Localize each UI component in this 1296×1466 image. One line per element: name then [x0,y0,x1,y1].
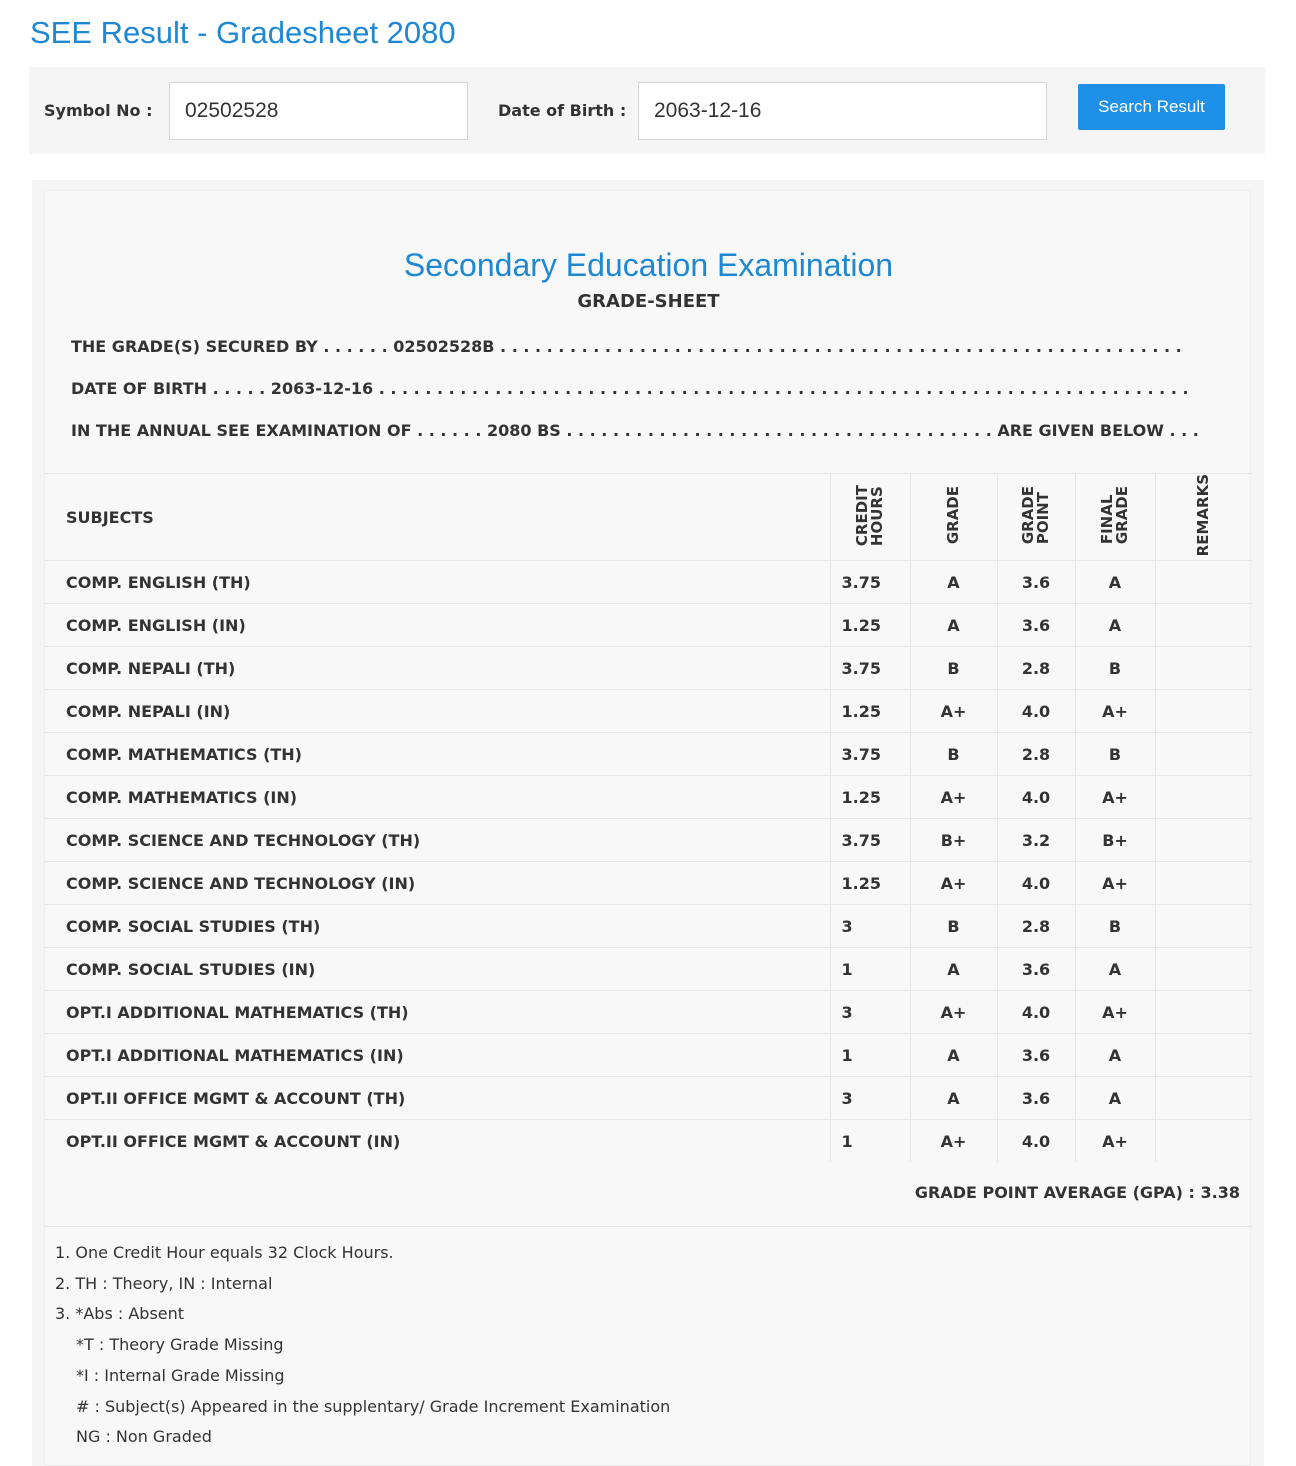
final-grade-cell: A [1075,1034,1155,1077]
subject-cell: COMP. SOCIAL STUDIES (TH) [45,905,830,948]
search-form [29,67,1265,154]
remarks-cell [1155,991,1252,1034]
grade-point-cell: 4.0 [997,1120,1075,1163]
note-item: NG : Non Graded [76,1427,212,1447]
final-grade-cell: B [1075,733,1155,776]
page-title: SEE Result - Gradesheet 2080 [30,15,456,50]
credit-hours-cell: 1 [830,948,910,991]
table-header-row [45,474,1252,561]
grade-point-cell: 4.0 [997,690,1075,733]
annual-exam-line: IN THE ANNUAL SEE EXAMINATION OF . . . . . . 2080 BS . . . . . . . . . . . . . . . . . . . . . . . . . . . . . . . . . . . . . ARE GIVEN BELOW . . . [71,421,1199,440]
subject-cell: COMP. SCIENCE AND TECHNOLOGY (TH) [45,819,830,862]
table-row [45,647,1252,690]
search-result-button[interactable]: Search Result [1078,84,1225,130]
credit-hours-cell: 3.75 [830,647,910,690]
remarks-cell [1155,1034,1252,1077]
credit-hours-cell: 1.25 [830,776,910,819]
remarks-cell [1155,862,1252,905]
header-remarks: REMARKS [1155,474,1252,561]
subject-cell: OPT.I ADDITIONAL MATHEMATICS (IN) [45,1034,830,1077]
final-grade-cell: B+ [1075,819,1155,862]
grade-cell: A+ [910,776,997,819]
remarks-cell [1155,776,1252,819]
gpa-summary: GRADE POINT AVERAGE (GPA) : 3.38 [914,1183,1240,1202]
grade-cell: A+ [910,1120,997,1163]
final-grade-cell: A+ [1075,776,1155,819]
subject-cell: OPT.II OFFICE MGMT & ACCOUNT (TH) [45,1077,830,1120]
table-row [45,733,1252,776]
symbol-no-label: Symbol No : [44,101,153,120]
credit-hours-cell: 3 [830,905,910,948]
table-row [45,561,1252,604]
grade-cell: A+ [910,862,997,905]
credit-hours-cell: 3.75 [830,733,910,776]
grade-point-cell: 3.6 [997,1077,1075,1120]
subject-cell: COMP. SOCIAL STUDIES (IN) [45,948,830,991]
subject-cell: COMP. SCIENCE AND TECHNOLOGY (IN) [45,862,830,905]
grade-cell: A+ [910,690,997,733]
table-row [45,862,1252,905]
grade-point-cell: 3.2 [997,819,1075,862]
table-row [45,1034,1252,1077]
gradesheet [44,190,1251,1466]
note-item: 2. TH : Theory, IN : Internal [55,1273,273,1293]
credit-hours-cell: 1 [830,1120,910,1163]
final-grade-cell: B [1075,647,1155,690]
grade-point-cell: 3.6 [997,1034,1075,1077]
subject-cell: OPT.II OFFICE MGMT & ACCOUNT (IN) [45,1120,830,1163]
exam-title: Secondary Education Examination [403,247,894,283]
table-row [45,604,1252,647]
credit-hours-cell: 3 [830,1077,910,1120]
subject-cell: COMP. NEPALI (TH) [45,647,830,690]
header-grade: GRADE [910,474,997,561]
header-grade-point: GRADE POINT [997,474,1075,561]
remarks-cell [1155,733,1252,776]
remarks-cell [1155,604,1252,647]
note-item: 3. *Abs : Absent [55,1304,185,1324]
table-row [45,905,1252,948]
grade-point-cell: 2.8 [997,905,1075,948]
credit-hours-cell: 1.25 [830,862,910,905]
grade-cell: B [910,647,997,690]
subject-cell: COMP. ENGLISH (TH) [45,561,830,604]
subject-cell: COMP. MATHEMATICS (TH) [45,733,830,776]
note-item: *I : Internal Grade Missing [76,1365,285,1385]
grade-point-cell: 4.0 [997,776,1075,819]
final-grade-cell: A [1075,1077,1155,1120]
symbol-no-input[interactable] [169,82,468,140]
secured-by-line: THE GRADE(S) SECURED BY . . . . . . 02502528B . . . . . . . . . . . . . . . . . . . . . . . . . . . . . . . . . . . . . . . . . . . . . . . . . . . . . . . . . . . [71,337,1182,356]
subject-cell: COMP. MATHEMATICS (IN) [45,776,830,819]
remarks-cell [1155,690,1252,733]
grade-cell: A [910,604,997,647]
credit-hours-cell: 1.25 [830,604,910,647]
grade-cell: B [910,905,997,948]
header-final-grade: FINAL GRADE [1075,474,1155,561]
table-row [45,819,1252,862]
remarks-cell [1155,905,1252,948]
remarks-cell [1155,647,1252,690]
table-row [45,1077,1252,1120]
grade-point-cell: 3.6 [997,604,1075,647]
notes-divider [45,1226,1252,1227]
subject-cell: COMP. NEPALI (IN) [45,690,830,733]
credit-hours-cell: 3.75 [830,819,910,862]
subject-cell: COMP. ENGLISH (IN) [45,604,830,647]
remarks-cell [1155,819,1252,862]
grade-point-cell: 3.6 [997,561,1075,604]
date-of-birth-input[interactable] [638,82,1047,140]
grade-cell: A+ [910,991,997,1034]
grade-point-cell: 2.8 [997,647,1075,690]
credit-hours-cell: 3 [830,991,910,1034]
note-item: 1. One Credit Hour equals 32 Clock Hours. [55,1243,394,1262]
remarks-cell [1155,948,1252,991]
grade-point-cell: 3.6 [997,948,1075,991]
subject-cell: OPT.I ADDITIONAL MATHEMATICS (TH) [45,991,830,1034]
gradesheet-panel [32,180,1264,1466]
grade-cell: B [910,733,997,776]
remarks-cell [1155,561,1252,604]
header-subjects: SUBJECTS [45,474,830,561]
grade-cell: B+ [910,819,997,862]
final-grade-cell: A+ [1075,690,1155,733]
grade-cell: A [910,561,997,604]
date-of-birth-line: DATE OF BIRTH . . . . . 2063-12-16 . . . . . . . . . . . . . . . . . . . . . . . . . . . . . . . . . . . . . . . . . . . . . . . . . . . . . . . . . . . . . . . . . . . . . . [71,379,1189,398]
note-item: *T : Theory Grade Missing [76,1335,284,1355]
table-row [45,948,1252,991]
table-row [45,1120,1252,1163]
remarks-cell [1155,1120,1252,1163]
final-grade-cell: A+ [1075,991,1155,1034]
final-grade-cell: A+ [1075,1120,1155,1163]
grade-cell: A [910,948,997,991]
credit-hours-cell: 1.25 [830,690,910,733]
table-row [45,776,1252,819]
grade-point-cell: 4.0 [997,991,1075,1034]
grade-cell: A [910,1077,997,1120]
grade-cell: A [910,1034,997,1077]
gradesheet-subtitle: GRADE-SHEET [577,291,720,312]
final-grade-cell: A [1075,561,1155,604]
final-grade-cell: A [1075,948,1155,991]
grades-table [45,473,1252,1162]
remarks-cell [1155,1077,1252,1120]
table-row [45,991,1252,1034]
credit-hours-cell: 1 [830,1034,910,1077]
note-item: # : Subject(s) Appeared in the supplentary/ Grade Increment Examination [76,1396,671,1416]
final-grade-cell: B [1075,905,1155,948]
notes-list [55,1238,670,1453]
table-row [45,690,1252,733]
credit-hours-cell: 3.75 [830,561,910,604]
grade-point-cell: 2.8 [997,733,1075,776]
grade-point-cell: 4.0 [997,862,1075,905]
date-of-birth-label: Date of Birth : [498,101,627,120]
header-credit-hours: CREDIT HOURS [830,474,910,561]
final-grade-cell: A [1075,604,1155,647]
final-grade-cell: A+ [1075,862,1155,905]
